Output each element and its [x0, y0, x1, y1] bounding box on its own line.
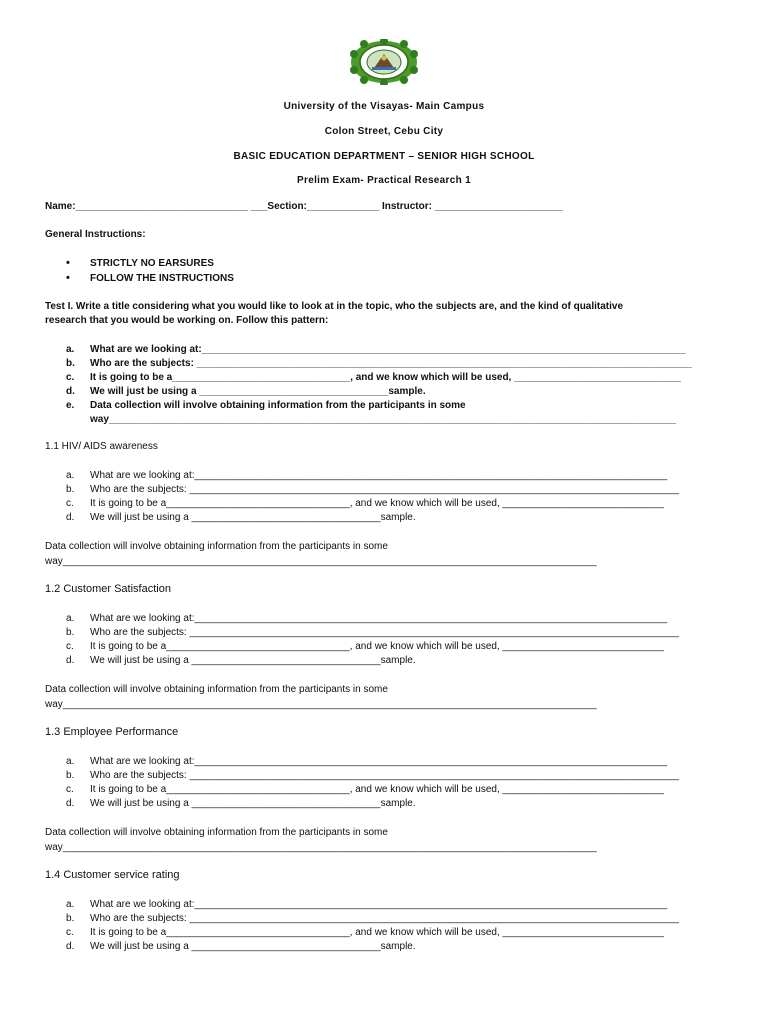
section-item[interactable]: c. It is going to be a_________________________________, and we know which will be used, _____________________________	[66, 498, 664, 509]
student-fields-line[interactable]: Name:_______________________________ ___Section:_____________ Instructor: _______________________	[45, 201, 563, 212]
section-item[interactable]: c. It is going to be a_________________________________, and we know which will be used, _____________________________	[66, 927, 664, 938]
section-item[interactable]: d. We will just be using a __________________________________sample.	[66, 798, 416, 809]
university-name: University of the Visayas- Main Campus	[283, 101, 485, 112]
pattern-way-line[interactable]: way______________________________________________________________________________________________________	[90, 414, 677, 425]
pattern-item: e. Data collection will involve obtaining information from the participants in some	[66, 400, 466, 411]
section-item[interactable]: a. What are we looking at:_____________________________________________________________________________________	[66, 470, 668, 481]
section-title: 1.2 Customer Satisfaction	[45, 583, 171, 595]
section-item[interactable]: c. It is going to be a_________________________________, and we know which will be used, _____________________________	[66, 784, 664, 795]
test-instruction-line2: research that you would be working on. Follow this pattern:	[45, 315, 329, 326]
way-line[interactable]: way________________________________________________________________________________________________	[45, 842, 597, 853]
section-item[interactable]: a. What are we looking at:_____________________________________________________________________________________	[66, 613, 668, 624]
section-item[interactable]: a. What are we looking at:_____________________________________________________________________________________	[66, 899, 668, 910]
pattern-item[interactable]: b. Who are the subjects: _________________________________________________________________________________________	[66, 358, 692, 369]
university-seal-logo	[350, 39, 418, 85]
data-collection-line: Data collection will involve obtaining information from the participants in some	[45, 541, 388, 552]
pattern-item[interactable]: c. It is going to be a________________________________, and we know which will be used, ______________________________	[66, 372, 681, 383]
section-item[interactable]: d. We will just be using a __________________________________sample.	[66, 512, 416, 523]
pattern-item[interactable]: d. We will just be using a __________________________________sample.	[66, 386, 426, 397]
section-title: 1.4 Customer service rating	[45, 869, 180, 881]
exam-title: Prelim Exam- Practical Research 1	[297, 175, 471, 186]
data-collection-line: Data collection will involve obtaining information from the participants in some	[45, 684, 388, 695]
way-line[interactable]: way________________________________________________________________________________________________	[45, 699, 597, 710]
section-item[interactable]: b. Who are the subjects: ________________________________________________________________________________________	[66, 770, 679, 781]
university-address: Colon Street, Cebu City	[324, 126, 444, 137]
section-item[interactable]: b. Who are the subjects: ________________________________________________________________________________________	[66, 627, 679, 638]
section-item[interactable]: b. Who are the subjects: ________________________________________________________________________________________	[66, 484, 679, 495]
data-collection-line: Data collection will involve obtaining information from the participants in some	[45, 827, 388, 838]
instruction-item: • STRICTLY NO EARSURES	[66, 257, 214, 269]
section-item[interactable]: d. We will just be using a __________________________________sample.	[66, 941, 416, 952]
section-title: 1.3 Employee Performance	[45, 726, 179, 738]
department-title: BASIC EDUCATION DEPARTMENT – SENIOR HIGH SCHOOL	[233, 151, 535, 162]
pattern-item[interactable]: a. What are we looking at:_______________________________________________________________________________________	[66, 344, 686, 355]
section-item[interactable]: d. We will just be using a __________________________________sample.	[66, 655, 416, 666]
section-title: 1.1 HIV/ AIDS awareness	[45, 441, 158, 452]
section-item[interactable]: b. Who are the subjects: ________________________________________________________________________________________	[66, 913, 679, 924]
instruction-item: • FOLLOW THE INSTRUCTIONS	[66, 272, 234, 284]
section-item[interactable]: c. It is going to be a_________________________________, and we know which will be used, _____________________________	[66, 641, 664, 652]
test-instruction-line1: Test I. Write a title considering what you would like to look at in the topic, who the subjects are, and the kind of qualitative	[45, 301, 624, 312]
general-instructions-title: General Instructions:	[45, 229, 146, 240]
way-line[interactable]: way________________________________________________________________________________________________	[45, 556, 597, 567]
section-item[interactable]: a. What are we looking at:_____________________________________________________________________________________	[66, 756, 668, 767]
